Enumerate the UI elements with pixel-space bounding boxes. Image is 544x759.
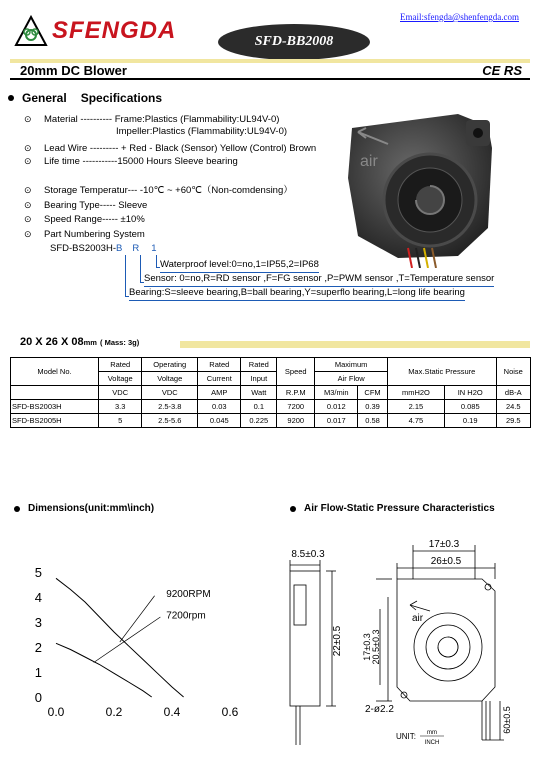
item-marker-icon: ⊙ <box>24 185 32 195</box>
item-marker-icon: ⊙ <box>24 156 32 166</box>
pn-connector <box>125 255 126 297</box>
dim-height-label: 22±0.5 <box>332 625 343 657</box>
spec-bearing-type: ⊙ Bearing Type----- Sleeve <box>24 200 148 211</box>
table-cell: R.P.M <box>277 386 315 400</box>
bullet-icon <box>8 95 14 101</box>
x-tick-label: 0.6 <box>221 705 239 719</box>
label-leader <box>94 617 161 663</box>
model-badge: SFD-BB2008 <box>218 24 370 60</box>
holes-label: 2-ø2.2 <box>365 704 394 715</box>
th-noise: Noise <box>496 358 530 386</box>
table-rule <box>180 341 530 348</box>
th-airflow: Maximum <box>315 358 388 372</box>
product-title: 20mm DC Blower <box>20 63 127 78</box>
brand-name: SFENGDA <box>52 17 177 44</box>
table-cell: 3.3 <box>99 400 142 414</box>
header-divider <box>10 78 530 80</box>
table-unit-row <box>11 386 531 400</box>
part-number-example: SFD-BS2003H-B R 1 <box>50 243 157 254</box>
y-tick-label: 2 <box>34 640 42 655</box>
blower-photo <box>338 108 498 268</box>
bullet-icon <box>290 506 296 512</box>
pn-bearing: Bearing:S=sleeve bearing,B=ball bearing,Y=superflo bearing,L=long life bearing <box>129 287 465 301</box>
th-rated-current-2: Current <box>198 372 241 386</box>
series-label: 9200RPM <box>166 589 211 600</box>
table-cell: mmH2O <box>387 386 444 400</box>
y-tick-label: 4 <box>34 590 42 605</box>
table-cell: 0.012 <box>315 400 358 414</box>
spec-pn-system: ⊙ Part Numbering System <box>24 229 145 240</box>
th-model: Model No. <box>11 358 99 386</box>
table-cell: 2.5-5.6 <box>142 414 198 428</box>
x-tick-label: 0.4 <box>163 705 181 719</box>
th-pressure: Max.Static Pressure <box>387 358 496 386</box>
unit-denominator: INCH <box>424 740 440 746</box>
table-title: 20 X 26 X 08mm ( Mass: 3g) <box>20 336 140 348</box>
table-cell: 2.15 <box>387 400 444 414</box>
spec-material: ⊙ Material ---------- Frame:Plastics (Flammability:UL94V-0) <box>24 114 280 125</box>
x-tick-label: 0.2 <box>105 705 123 719</box>
item-marker-icon: ⊙ <box>24 200 32 210</box>
table-cell: IN H2O <box>444 386 496 400</box>
item-marker-icon: ⊙ <box>24 229 32 239</box>
dim-wire-label: 60±0.5 <box>502 706 512 734</box>
pn-sensor: Sensor: 0=no,R=RD sensor ,F=FG sensor ,P=PWM sensor ,T=Temperature sensor <box>144 273 494 287</box>
spec-impeller: Impeller:Plastics (Flammability:UL94V-0) <box>116 126 288 137</box>
certifications: CE RS <box>482 63 522 78</box>
spec-life-time: ⊙ Life time -----------15000 Hours Sleeve bearing <box>24 156 238 167</box>
th-oper-voltage: Operating <box>142 358 198 372</box>
table-cell: 2.5-3.8 <box>142 400 198 414</box>
y-tick-label: 5 <box>34 565 42 580</box>
table-cell: 24.5 <box>496 400 530 414</box>
th-airflow-2: Air Flow <box>315 372 388 386</box>
y-tick-label: 1 <box>34 665 42 680</box>
item-marker-icon: ⊙ <box>24 214 32 224</box>
table-cell: 0.39 <box>358 400 388 414</box>
table-cell: 5 <box>99 414 142 428</box>
table-row <box>11 400 531 414</box>
table-cell: 9200 <box>277 414 315 428</box>
th-rated-input: Rated <box>241 358 277 372</box>
dim-top-outer-label: 26±0.5 <box>430 556 462 567</box>
dim-side-label: 8.5±0.3 <box>291 549 325 560</box>
spec-lead-wire: ⊙ Lead Wire --------- + Red - Black (Sensor) Yellow (Control) Brown <box>24 143 317 154</box>
airflow-pressure-chart <box>0 560 250 720</box>
th-rated-current: Rated <box>198 358 241 372</box>
label-leader <box>120 596 155 642</box>
table-cell: 0.03 <box>198 400 241 414</box>
unit-numerator: mm <box>427 730 437 736</box>
dimension-drawing <box>270 535 544 755</box>
table-cell: 0.045 <box>198 414 241 428</box>
item-marker-icon: ⊙ <box>24 143 32 153</box>
table-cell: 0.58 <box>358 414 388 428</box>
y-tick-label: 3 <box>34 615 42 630</box>
table-cell: 0.017 <box>315 414 358 428</box>
bullet-icon <box>14 506 20 512</box>
table-cell <box>11 386 99 400</box>
y-tick-label: 0 <box>34 690 42 705</box>
table-cell: 0.19 <box>444 414 496 428</box>
spec-table <box>10 357 531 428</box>
table-cell: 0.085 <box>444 400 496 414</box>
table-cell: 7200 <box>277 400 315 414</box>
table-cell: 4.75 <box>387 414 444 428</box>
th-rated-voltage-2: Voltage <box>99 372 142 386</box>
table-row <box>11 414 531 428</box>
series-line <box>56 643 152 697</box>
general-heading: General Specifications <box>8 91 162 105</box>
table-cell: VDC <box>99 386 142 400</box>
series-line <box>56 578 184 697</box>
dim-v1-label: 17±0.3 <box>362 633 372 661</box>
spec-storage: ⊙ Storage Temperatur--- -10℃ ~ +60℃（Non-comdensing） <box>24 185 293 196</box>
x-tick-label: 0.0 <box>47 705 65 719</box>
table-cell: SFD-BS2005H <box>11 414 99 428</box>
pn-waterproof: Waterproof level:0=no,1=IP55,2=IP68 <box>160 259 319 273</box>
table-cell: CFM <box>358 386 388 400</box>
drawing-air-label: air <box>412 613 424 624</box>
dim-v2-label: 20.5±0.3 <box>371 629 381 665</box>
email-link[interactable]: Email:sfengda@shenfengda.com <box>400 12 519 22</box>
series-label: 7200rpm <box>166 610 206 622</box>
item-marker-icon: ⊙ <box>24 114 32 124</box>
pn-connector <box>140 255 141 283</box>
table-cell: 29.5 <box>496 414 530 428</box>
table-cell: VDC <box>142 386 198 400</box>
table-cell: SFD-BS2003H <box>11 400 99 414</box>
th-rated-input-2: Input <box>241 372 277 386</box>
th-rated-voltage: Rated <box>99 358 142 372</box>
table-cell: 0.225 <box>241 414 277 428</box>
table-cell: Watt <box>241 386 277 400</box>
dim-top-inner-label: 17±0.3 <box>428 539 460 550</box>
table-cell: M3/min <box>315 386 358 400</box>
table-cell: 0.1 <box>241 400 277 414</box>
fan-air-label: air <box>360 153 378 170</box>
table-cell: dB-A <box>496 386 530 400</box>
th-oper-voltage-2: Voltage <box>142 372 198 386</box>
table-cell: AMP <box>198 386 241 400</box>
brand-logo-icon <box>14 15 48 47</box>
th-speed: Speed <box>277 358 315 386</box>
dimensions-heading: Dimensions(unit:mm\inch) <box>14 503 154 514</box>
airflow-heading: Air Flow-Static Pressure Characteristics <box>290 503 495 514</box>
unit-label: UNIT: <box>396 732 416 741</box>
spec-speed-range: ⊙ Speed Range----- ±10% <box>24 214 145 225</box>
